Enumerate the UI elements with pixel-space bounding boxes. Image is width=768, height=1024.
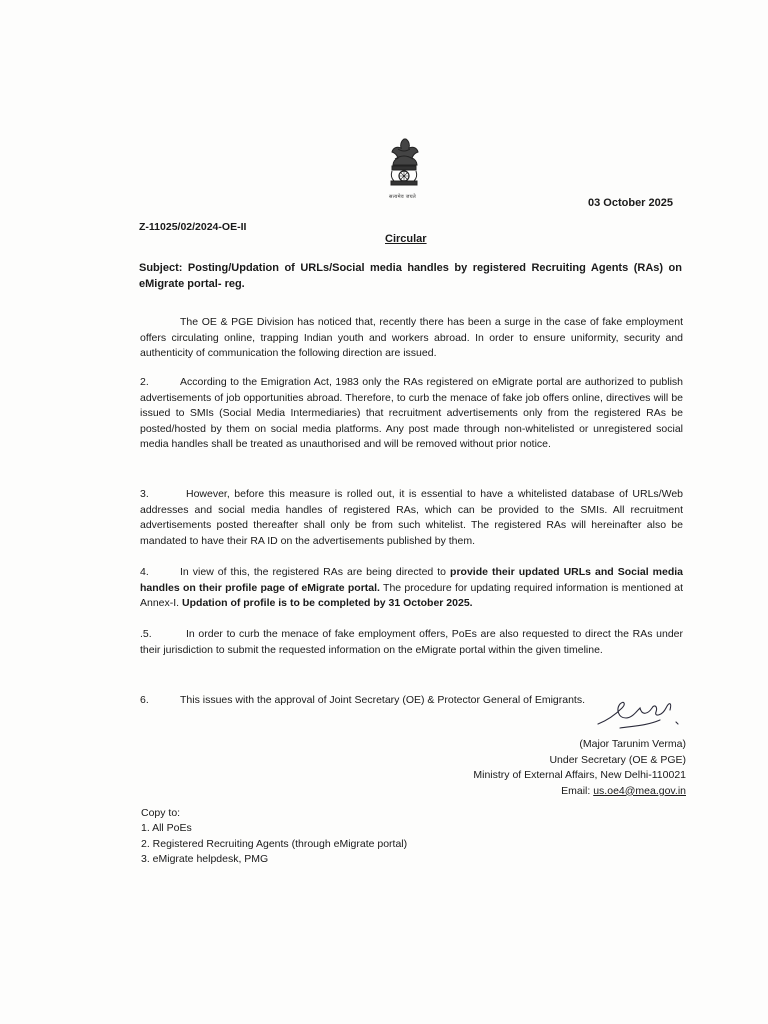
email-link[interactable]: us.oe4@mea.gov.in bbox=[593, 784, 686, 797]
paragraph-1: The OE & PGE Division has noticed that, recently there has been a surge in the case of fake employment offers circulating online, trapping Indian youth and workers abroad. In order to ensure uniformity, security and authenticity of communication the following direction are issued. bbox=[140, 316, 683, 360]
reference-number: Z-11025/02/2024-OE-II bbox=[139, 221, 247, 233]
paragraph-number: 3. bbox=[140, 488, 149, 500]
paragraph-number: 2. bbox=[140, 376, 149, 388]
list-item: 3. eMigrate helpdesk, PMG bbox=[141, 852, 269, 865]
paragraph-2 bbox=[140, 375, 683, 453]
deadline-emphasis: Updation of profile is to be completed by 31 October 2025. bbox=[182, 597, 473, 610]
signatory-designation: Under Secretary (OE & PGE) bbox=[549, 753, 686, 766]
paragraph-text: This issues with the approval of Joint Secretary (OE) & Protector General of Emigrants. bbox=[180, 694, 585, 706]
paragraph-emphasis: provide their updated URLs and Social media handles on their profile page of eMigrate portal. bbox=[140, 566, 683, 594]
paragraph-4 bbox=[140, 565, 683, 612]
paragraph-5 bbox=[140, 627, 683, 658]
document-title: Circular bbox=[385, 233, 427, 245]
national-emblem-icon bbox=[383, 135, 425, 201]
email-label: Email: bbox=[561, 784, 594, 797]
signatory-block bbox=[386, 737, 686, 799]
copy-to-block bbox=[141, 806, 407, 867]
emblem-motto: सत्यमेव जयते bbox=[389, 194, 417, 200]
signatory-email-line bbox=[386, 784, 686, 800]
circular-date: 03 October 2025 bbox=[588, 197, 673, 209]
paragraph-number: .5. bbox=[140, 628, 152, 640]
handwritten-signature-icon bbox=[590, 688, 686, 738]
paragraph-text: In order to curb the menace of fake employment offers, PoEs are also requested to direct the RAs under their jurisdiction to submit the requested information on the eMigrate portal within the given timeline. bbox=[140, 628, 683, 656]
list-item: 1. All PoEs bbox=[141, 822, 192, 835]
list-item: 2. Registered Recruiting Agents (through eMigrate portal) bbox=[141, 837, 408, 850]
paragraph-text: In view of this, the registered RAs are being directed to bbox=[180, 566, 451, 578]
signatory-name: (Major Tarunim Verma) bbox=[579, 738, 686, 750]
copy-to-label: Copy to: bbox=[141, 807, 181, 819]
paragraph-text: However, before this measure is rolled out, it is essential to have a whitelisted database of URLs/Web addresses and social media handles of registered RAs, which can be provided to the SMIs. All recruitment advertisements posted thereafter shall only be from such whitelist. The registered RAs will hereinafter also be mandated to have their RA ID on the advertisements published by them. bbox=[140, 488, 683, 547]
paragraph-text: The procedure for updating required information is mentioned at Annex-I. bbox=[140, 581, 683, 610]
paragraph-3 bbox=[140, 487, 683, 549]
paragraph-number: 6. bbox=[140, 694, 149, 706]
paragraph-text: According to the Emigration Act, 1983 only the RAs registered on eMigrate portal are authorized to publish advertisements of job opportunities abroad. Therefore, to curb the menace of fake job offers online, directives will be issued to SMIs (Social Media Intermediaries) that recruitment advertisements only from the registered RAs be posted/hosted by them on social media platforms. Any post made through non-whitelisted or unregistered social media handles shall be treated as unauthorised and will be removed without prior notice. bbox=[140, 376, 683, 451]
signatory-office: Ministry of External Affairs, New Delhi-110021 bbox=[473, 769, 686, 781]
copy-to-list bbox=[141, 821, 407, 867]
subject-line: Subject: Posting/Updation of URLs/Social media handles by registered Recruiting Agents (RAs) on eMigrate portal- reg. bbox=[139, 262, 682, 290]
paragraph-number: 4. bbox=[140, 566, 149, 578]
